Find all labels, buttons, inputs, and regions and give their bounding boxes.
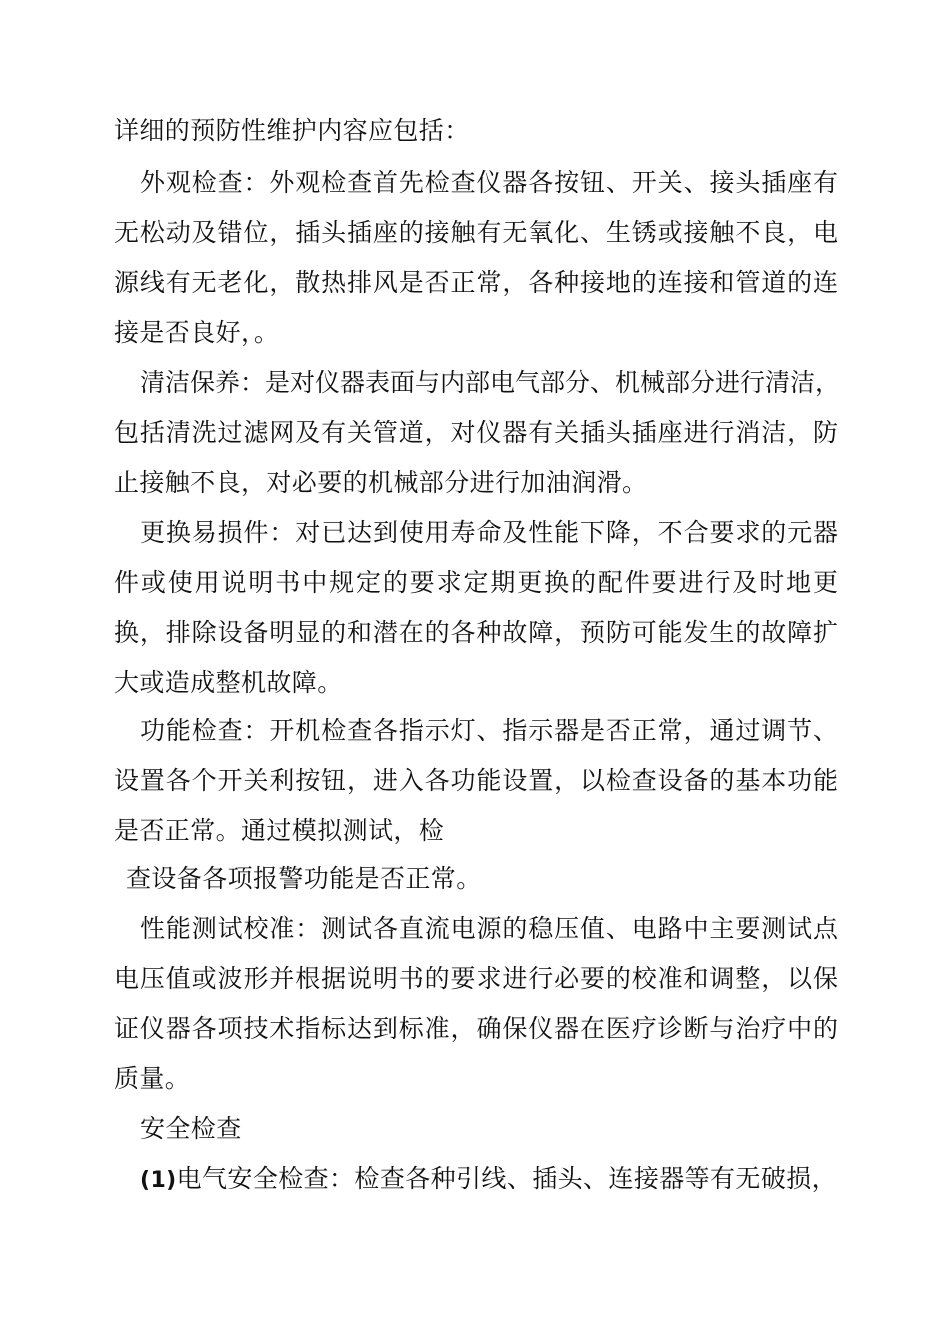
paragraph-function-line-2: 设置各个开关利按钮，进入各功能设置，以检查设备的基本功能	[114, 766, 838, 795]
paragraph-replacement-line-1: 更换易损件：对已达到使用寿命及性能下降，不合要求的元器	[140, 518, 838, 547]
paragraph-function-line-3: 是否正常。通过模拟测试，检	[114, 816, 445, 845]
paragraph-replacement-line-3: 换，排除设备明显的和潜在的各种故障，预防可能发生的故障扩	[114, 618, 838, 647]
paragraph-function-line-1: 功能检查：开机检查各指示灯、指示器是否正常，通过调节、	[140, 716, 838, 745]
paragraph-appearance-line-3: 源线有无老化，散热排风是否正常，各种接地的连接和管道的连	[114, 268, 838, 297]
paragraph-cleaning-line-2: 包括清洗过滤网及有关管道，对仪器有关插头插座进行消洁，防	[114, 418, 838, 447]
safety-item-number: (1)	[140, 1168, 177, 1193]
paragraph-cleaning-line-3: 止接触不良，对必要的机械部分进行加油润滑。	[114, 468, 648, 497]
paragraph-replacement-line-2: 件或使用说明书中规定的要求定期更换的配件要进行及时地更	[114, 568, 838, 597]
safety-heading: 安全检查	[140, 1114, 242, 1143]
paragraph-calibration-line-4: 质量。	[114, 1064, 191, 1093]
intro-text: 详细的预防性维护内容应包括：	[114, 116, 470, 145]
paragraph-function-line-4: 查设备各项报警功能是否正常。	[126, 864, 482, 893]
paragraph-calibration-line-1: 性能测试校准：测试各直流电源的稳压值、电路中主要测试点	[140, 914, 838, 943]
paragraph-appearance-line-1: 外观检查：外观检查首先检查仪器各按钮、开关、接头插座有	[140, 168, 838, 197]
paragraph-appearance-line-2: 无松动及错位，插头插座的接触有无氧化、生锈或接触不良，电	[114, 218, 838, 247]
paragraph-calibration-line-3: 证仪器各项技术指标达到标准，确保仪器在医疗诊断与治疗中的	[114, 1014, 838, 1043]
paragraph-replacement-line-4: 大或造成整机故障。	[114, 668, 343, 697]
safety-item-1	[140, 1164, 837, 1196]
safety-item-text: 电气安全检查：检查各种引线、插头、连接器等有无破损，	[176, 1164, 838, 1193]
paragraph-cleaning-line-1: 清洁保养：是对仪器表面与内部电气部分、机械部分进行清洁，	[140, 368, 841, 397]
paragraph-appearance-line-4: 接是否良好，。	[114, 318, 280, 347]
paragraph-calibration-line-2: 电压值或波形并根据说明书的要求进行必要的校准和调整，以保	[114, 964, 838, 993]
